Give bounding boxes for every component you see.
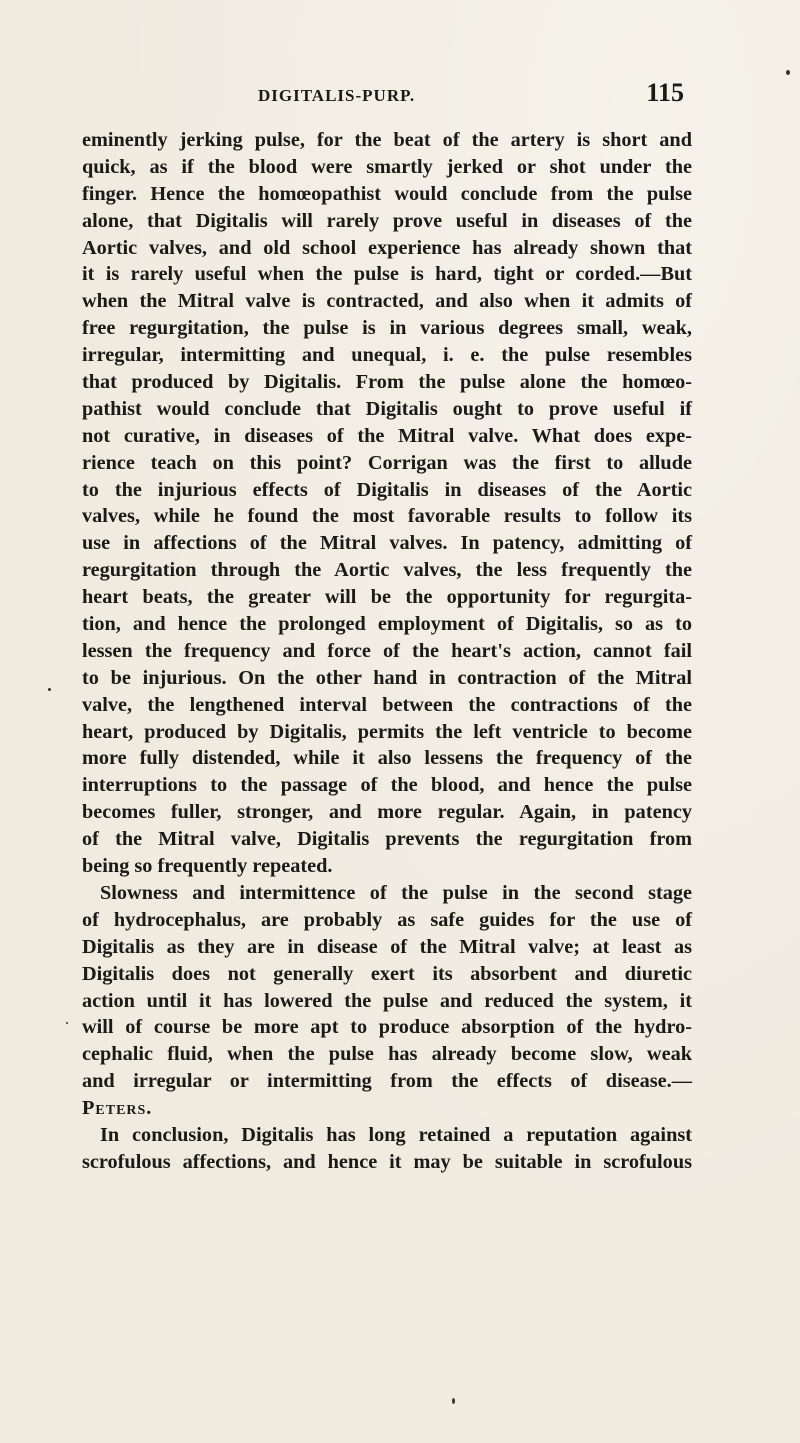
text-line: eminently jerking pulse, for the beat of the artery is short and — [82, 129, 692, 151]
running-head — [90, 78, 688, 108]
text-line: action until it has lowered the pulse and reduced the system, it — [82, 989, 692, 1012]
text-line: Digitalis does not generally exert its absorbent and diuretic — [82, 962, 692, 985]
text-line: pathist would conclude that Digitalis ought to prove useful if — [82, 397, 692, 420]
text-line: when the Mitral valve is contracted, and also when it admits of — [82, 290, 692, 313]
text-line: to the injurious effects of Digitalis in diseases of the Aortic — [82, 478, 692, 501]
paper-speck — [786, 70, 790, 75]
paper-speck — [66, 1022, 68, 1024]
text-line: tion, and hence the prolonged employment of Digitalis, so as to — [82, 613, 692, 636]
text-line: becomes fuller, stronger, and more regular. Again, in patency — [82, 801, 692, 824]
running-title: DIGITALIS-PURP. — [258, 86, 416, 105]
text-line: In conclusion, Digitalis has long retained a reputation against — [100, 1123, 692, 1146]
paper-speck — [48, 688, 51, 691]
text-line: Digitalis as they are in disease of the Mitral valve; at least as — [82, 935, 692, 958]
text-line: valve, the lengthened interval between the contractions of the — [82, 693, 692, 716]
text-line: to be injurious. On the other hand in contraction of the Mitral — [82, 666, 692, 689]
text-line: valves, while he found the most favorable results to follow its — [82, 505, 692, 528]
text-line: scrofulous affections, and hence it may be suitable in scrofulous — [82, 1150, 692, 1173]
text-line: free regurgitation, the pulse is in various degrees small, weak, — [82, 317, 692, 340]
text-line: will of course be more apt to produce absorption of the hydro- — [82, 1016, 692, 1039]
text-line: lessen the frequency and force of the heart's action, cannot fail — [82, 639, 692, 662]
page-number: 115 — [646, 78, 684, 107]
paper-speck — [452, 1398, 455, 1404]
text-line: irregular, intermitting and unequal, i. e. the pulse resembles — [82, 344, 692, 367]
text-line: of the Mitral valve, Digitalis prevents the regurgitation from — [82, 828, 692, 851]
text-line: Slowness and intermittence of the pulse in the second stage — [100, 881, 692, 904]
text-line: interruptions to the passage of the blood, and hence the pulse — [82, 774, 692, 797]
author-signature: Peters. — [82, 1097, 153, 1120]
text-line: finger. Hence the homœopathist would conclude from the pulse — [82, 182, 692, 205]
text-line: Aortic valves, and old school experience has already shown that — [82, 236, 692, 259]
text-line: heart beats, the greater will be the opportunity for regurgita- — [82, 586, 692, 609]
text-line: regurgitation through the Aortic valves, the less frequently the — [82, 559, 692, 582]
text-line: not curative, in diseases of the Mitral valve. What does expe- — [82, 424, 692, 447]
text-line: and irregular or intermitting from the effects of disease.— — [82, 1070, 692, 1093]
text-line: quick, as if the blood were smartly jerked or shot under the — [82, 155, 692, 178]
text-line: rience teach on this point? Corrigan was the first to allude — [82, 451, 692, 474]
text-line: cephalic fluid, when the pulse has already become slow, weak — [82, 1043, 692, 1066]
text-line: use in affections of the Mitral valves. In patency, admitting of — [82, 532, 692, 555]
text-line: it is rarely useful when the pulse is hard, tight or corded.—But — [82, 263, 692, 286]
text-line: of hydrocephalus, are probably as safe guides for the use of — [82, 908, 692, 931]
text-line: that produced by Digitalis. From the pulse alone the homœo- — [82, 371, 692, 394]
text-line: alone, that Digitalis will rarely prove useful in diseases of the — [82, 209, 692, 232]
text-line: more fully distended, while it also lessens the frequency of the — [82, 747, 692, 770]
text-line: heart, produced by Digitalis, permits the left ventricle to become — [82, 720, 692, 743]
text-line: being so frequently repeated. — [82, 855, 333, 878]
body-text — [82, 127, 692, 1176]
